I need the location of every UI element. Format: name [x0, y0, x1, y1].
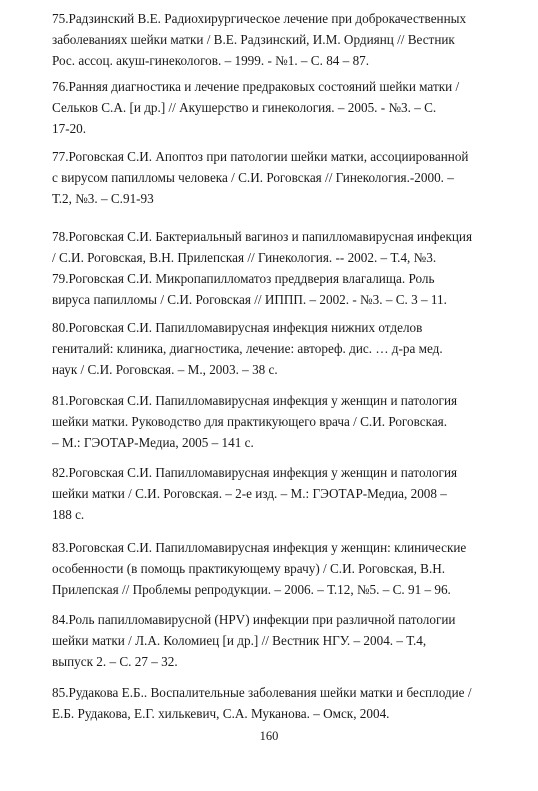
- reference-line: – М.: ГЭОТАР-Медиа, 2005 – 141 с.: [52, 435, 254, 450]
- reference-line: особенности (в помощь практикующему врачу) / С.И. Роговская, В.Н.: [52, 561, 446, 576]
- reference-number: 79.: [52, 271, 69, 286]
- reference-number: 83.: [52, 540, 69, 555]
- reference-number: 78.: [52, 229, 69, 244]
- reference-line: Роговская С.И. Папилломавирусная инфекция нижних отделов: [68, 320, 423, 335]
- reference-item: [52, 146, 497, 209]
- reference-line: / С.И. Роговская, В.Н. Прилепская // Гинекология. -- 2002. – Т.4, №3.: [52, 250, 437, 265]
- reference-line: Е.Б. Рудакова, Е.Г. хилькевич, С.А. Муканова. – Омск, 2004.: [52, 706, 390, 721]
- reference-line: Роговская С.И. Папилломавирусная инфекция у женщин: клинические: [68, 540, 467, 555]
- reference-item: [52, 226, 497, 268]
- reference-item: [52, 682, 497, 724]
- reference-line: Т.2, №3. – С.91-93: [52, 191, 154, 206]
- reference-number: 85.: [52, 685, 69, 700]
- reference-number: 81.: [52, 393, 69, 408]
- page-number: 160: [259, 729, 279, 743]
- reference-line: 17-20.: [52, 121, 87, 136]
- reference-line: Роговская С.И. Папилломавирусная инфекция у женщин и патология: [68, 465, 458, 480]
- reference-number: 80.: [52, 320, 69, 335]
- reference-line: заболеваниях шейки матки / В.Е. Радзинский, И.М. Ордиянц // Вестник: [52, 32, 455, 47]
- reference-line: Роговская С.И. Микропапилломатоз преддверия влагалища. Роль: [68, 271, 435, 286]
- reference-line: Роговская С.И. Апоптоз при патологии шейки матки, ассоциированной: [68, 149, 469, 164]
- reference-item: [52, 462, 497, 525]
- reference-item: [52, 76, 497, 139]
- reference-item: [52, 390, 497, 453]
- reference-item: [52, 537, 497, 600]
- reference-line: Рос. ассоц. акуш-гинекологов. – 1999. - №1. – С. 84 – 87.: [52, 53, 370, 68]
- reference-number: 76.: [52, 79, 69, 94]
- reference-line: шейки матки / Л.А. Коломиец [и др.] // Вестник НГУ. – 2004. – Т.4,: [52, 633, 427, 648]
- reference-number: 84.: [52, 612, 69, 627]
- reference-line: с вирусом папилломы человека / С.И. Роговская // Гинекология.-2000. –: [52, 170, 454, 185]
- reference-number: 82.: [52, 465, 69, 480]
- reference-line: шейки матки. Руководство для практикующего врача / С.И. Роговская.: [52, 414, 448, 429]
- reference-line: Ранняя диагностика и лечение предраковых состояний шейки матки /: [68, 79, 460, 94]
- reference-line: наук / С.И. Роговская. – М., 2003. – 38 с.: [52, 362, 278, 377]
- reference-line: гениталий: клиника, диагностика, лечение: автореф. дис. … д-ра мед.: [52, 341, 443, 356]
- reference-item: [52, 268, 497, 310]
- reference-number: 77.: [52, 149, 69, 164]
- reference-line: Роговская С.И. Бактериальный вагиноз и папилломавирусная инфекция: [68, 229, 473, 244]
- reference-line: Сельков С.А. [и др.] // Акушерство и гинекология. – 2005. - №3. – С.: [52, 100, 437, 115]
- reference-number: 75.: [52, 11, 69, 26]
- reference-line: вируса папилломы / С.И. Роговская // ИППП. – 2002. - №3. – С. 3 – 11.: [52, 292, 447, 307]
- reference-item: [52, 317, 497, 380]
- reference-line: Рудакова Е.Б.. Воспалительные заболевания шейки матки и бесплодие /: [68, 685, 472, 700]
- reference-line: Роговская С.И. Папилломавирусная инфекция у женщин и патология: [68, 393, 458, 408]
- reference-line: 188 с.: [52, 507, 85, 522]
- reference-line: шейки матки / С.И. Роговская. – 2-е изд. – М.: ГЭОТАР-Медиа, 2008 –: [52, 486, 447, 501]
- reference-line: Радзинский В.Е. Радиохирургическое лечение при доброкачественных: [68, 11, 467, 26]
- reference-item: [52, 609, 497, 672]
- reference-line: выпуск 2. – С. 27 – 32.: [52, 654, 178, 669]
- reference-line: Прилепская // Проблемы репродукции. – 2006. – Т.12, №5. – С. 91 – 96.: [52, 582, 451, 597]
- reference-item: [52, 8, 497, 71]
- reference-line: Роль папилломавирусной (HPV) инфекции при различной патологии: [68, 612, 456, 627]
